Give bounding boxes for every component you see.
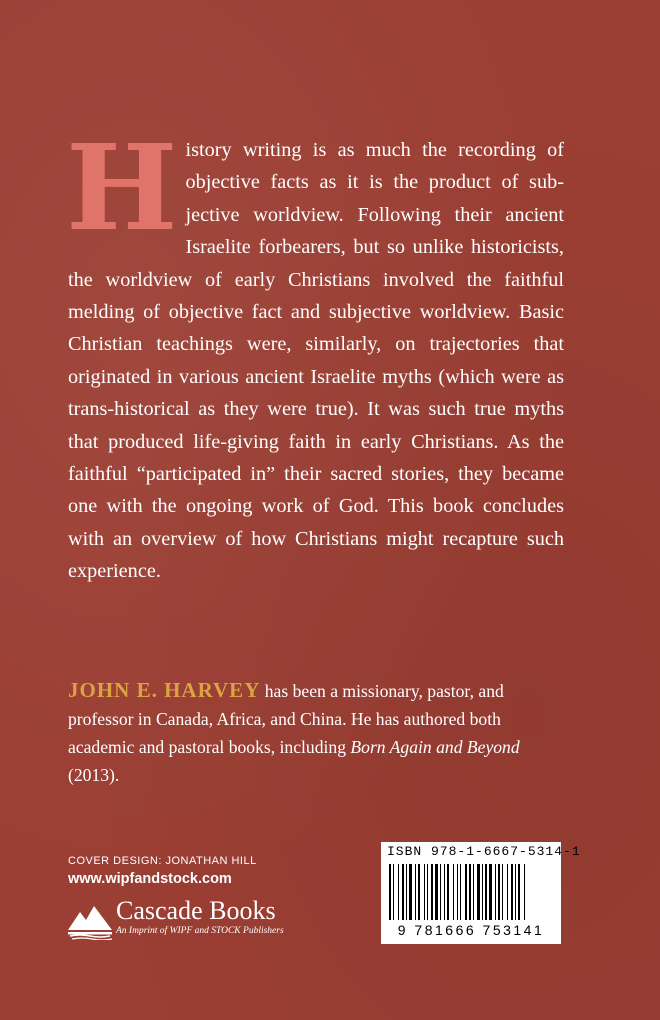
barcode-bar bbox=[515, 864, 516, 920]
back-cover-blurb bbox=[66, 118, 564, 588]
barcode-bar bbox=[453, 864, 454, 920]
barcode-bar bbox=[524, 864, 525, 920]
publisher-subtitle: An Imprint of WIPF and STOCK Publishers bbox=[116, 926, 284, 936]
barcode-bar bbox=[518, 864, 520, 920]
barcode-bar bbox=[511, 864, 513, 920]
mountain-logo-icon bbox=[68, 900, 112, 940]
barcode-bar bbox=[427, 864, 428, 920]
barcode-bar bbox=[469, 864, 471, 920]
barcode-bar bbox=[435, 864, 438, 920]
barcode-bar bbox=[440, 864, 441, 920]
barcode-bar bbox=[398, 864, 399, 920]
barcode-bar bbox=[482, 864, 483, 920]
publisher-logo-block bbox=[68, 898, 328, 942]
barcode-bar bbox=[485, 864, 487, 920]
author-bio bbox=[68, 676, 564, 789]
barcode-bar bbox=[393, 864, 394, 920]
barcode-bar bbox=[473, 864, 474, 920]
publisher-website: www.wipfandstock.com bbox=[68, 871, 232, 887]
barcode-bar bbox=[457, 864, 458, 920]
barcode-bars bbox=[385, 864, 557, 922]
cover-design-credit: COVER DESIGN: JONATHAN HILL bbox=[68, 855, 257, 867]
bio-text-before: has been a missionary, pastor, and professor in Canada, Africa, and China. He has authored both academic and pastoral books, including bbox=[68, 681, 504, 757]
barcode-bar bbox=[402, 864, 404, 920]
publisher-name: Cascade Books bbox=[116, 896, 276, 925]
author-name: JOHN E. HARVEY bbox=[68, 678, 261, 702]
barcode-bar bbox=[406, 864, 407, 920]
barcode-bar bbox=[498, 864, 500, 920]
barcode-bar bbox=[489, 864, 492, 920]
barcode-bar bbox=[502, 864, 503, 920]
bio-book-title: Born Again and Beyond bbox=[350, 737, 520, 757]
drop-cap-letter: H bbox=[66, 118, 178, 257]
barcode-bar bbox=[415, 864, 416, 920]
barcode-bar bbox=[444, 864, 445, 920]
barcode-bar bbox=[424, 864, 425, 920]
barcode-bar bbox=[495, 864, 496, 920]
barcode-bar bbox=[465, 864, 467, 920]
barcode-bar bbox=[418, 864, 420, 920]
blurb-text: istory writing is as much the recording of objective facts as it is the product of subjective worldview. Following their ancient Israelite forbearers, but so unlike historicists, the worldview of early Christians involved the faithful melding of objective fact and subjective worldview. Basic Christian teachings were, similarly, on trajectories that originated in various ancient Israelite myths (which were as trans-historical as they were true). It was such true myths that produced life-giving faith in early Christians. As the faithful “participated in” their sacred stories, they became one with the ongoing work of God. This book concludes with an overview of how Christians might recapture such experience. bbox=[68, 139, 564, 583]
barcode-bar bbox=[447, 864, 449, 920]
barcode-bar bbox=[389, 864, 391, 920]
barcode-bar bbox=[460, 864, 461, 920]
barcode-bar bbox=[507, 864, 508, 920]
isbn-barcode bbox=[381, 842, 581, 944]
barcode-bar bbox=[409, 864, 412, 920]
barcode-bar bbox=[477, 864, 480, 920]
bio-text-after: (2013). bbox=[68, 765, 120, 785]
barcode-bar bbox=[431, 864, 433, 920]
isbn-label: ISBN 978-1-6667-5314-1 bbox=[387, 844, 581, 859]
barcode-digits: 9 781666 753141 bbox=[397, 922, 545, 938]
